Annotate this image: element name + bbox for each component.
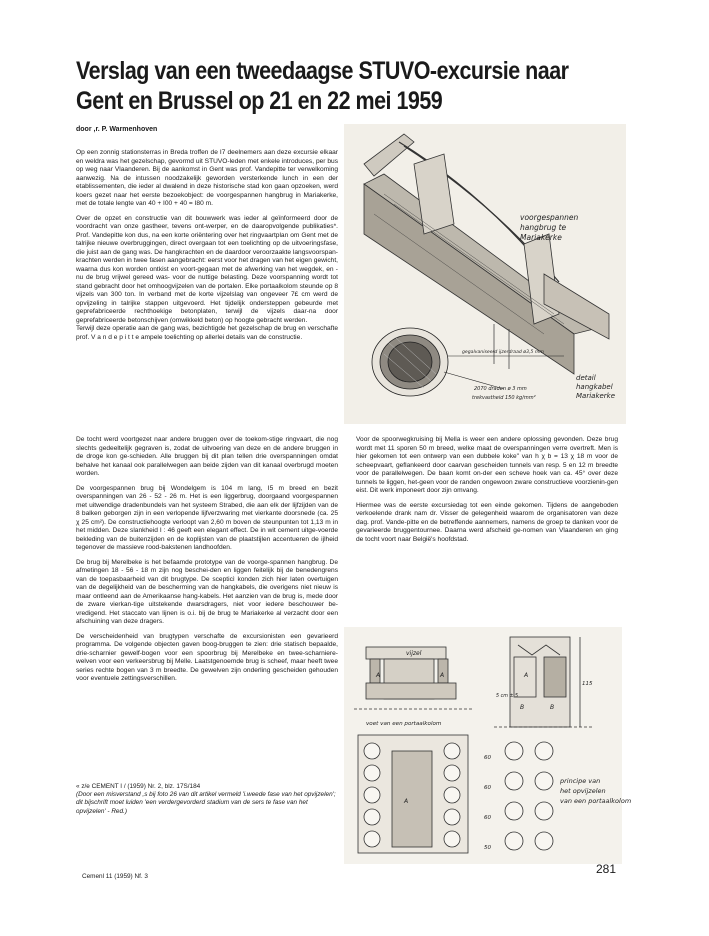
letter-b2: B: [550, 704, 555, 711]
paragraph: Op een zonnig stationsterras in Breda troffen de I7 deelnemers aan deze excursie elkaar en weldra was het gezelschap, gevormd uit STUVO-leden met enkele introduces, per bus op weg naar Vlaanderen. Bij de aankomst in Gent was prof. Vandepitte ter verwelkoming aanwezig. Na de intussen noodzakelijk geworden versterkende lunch in een der etablissementen, die ieder al dwalend in deze historische stad kon gaan opzoeken, werd koers gezet naar het eerste bezoekobject: de voorgespannen hangbrug in Mariakerke, met de totale lengte van 40 + I00 + 40 = I80 m.: [76, 149, 338, 207]
letter-a1: A: [376, 672, 381, 679]
footnote: [76, 783, 338, 816]
bridge-sketch-drawing: [344, 124, 626, 424]
dim-60a: 60: [484, 755, 491, 761]
title-line-1: Verslag van een tweedaagse STUVO-excursie naar: [76, 57, 569, 85]
dim-60c: 60: [484, 815, 491, 821]
figure-label-detail-3: Mariakerke: [576, 392, 616, 400]
paragraph: Over de opzet en constructie van dit bouwwerk was ieder al geïnformeerd door de voordracht van onze gastheer, tevens ont-werper, en de daaropvolgende publikaties*. Prof. Vandepitte kon dus, na een korte oriëntering over het ringvaartplan om Gent met de talrijke nieuwe overbruggingen, direct overgaan tot een toelichting op de uitvoeringsfase, die juist aan de gang was. De hangkrachten en de daardoor veroorzaakte langsvoorspan-krachten werden in twee fasen aangebracht: eerst voor het dragen van het eigen gewicht, waarna dus kon worden ontkist en voort-gegaan met de afwerking van het wegdek, en -nu de brug vrijwel gereed was- voor de nuttige belasting. Deze voorspanning wordt tot stand gebracht door het omhoogvijzelen van de portalen. Elke portaalkolom steunde op 8 vijzels van 300 ton. In verband met de korte vijzelslag van ongeveer 7£ cm werd de opvijzeling in talrijke stappen uitgevoerd. Het tijdelijk ondersteppen gebeurde met geprefabriceerde rechthoekige betonplaten, terwijl de vijzels daar-na door geprefabriceerde betonschijven (omwikkeld beton) op hoogte gebracht werden.: [76, 214, 338, 324]
journal-footer: Cemenl 11 (1959) Nf. 3: [82, 873, 148, 880]
column-1-top: [76, 149, 338, 348]
figure-jacking-detail: [344, 627, 632, 864]
paragraph: De voorgespannen brug bij Wondelgem is 104 m lang, I5 m breed en bezit overspanningen van 26 - 52 - 26 m. Het is een liggerbrug, doorgaand voorgespannen met uitwendige dradenbundels van het systeem Strabed, die aan elk der lijfzijden van de 8 balken geborgen zijn in een verlopende lijfverzwaring met vierkante doorsnede (ca. 25 χ 25 cm²). De constructiehoogte verloopt van 2,60 m boven de steunpunten tot 1,13 m in het midden. Deze slankheid I : 46 geeft een elegant effect. De in wit cement uitge-voerde bekleding van de buitenzijden en de koplijsten van de plaatstijlen accentueren de ijlheid tegenover de massieve rood-bakstenen landhoofden.: [76, 484, 338, 551]
article-title: [76, 56, 569, 116]
column-1-bottom: [76, 436, 338, 690]
footnote-reference: « z/e CEMENT I / (1959) Nr. 2, blz. 17S/184: [76, 783, 201, 790]
paragraph: De verscheidenheid van brugtypen verschafte de excursionisten een gevarieerd programma. De volgende objecten gaven boog-bruggen te zien: drie statisch bepaalde, drie-scharnier gewelf-bogen voor een spoorbrug bij Merelbeke en twee-scharniere-welven voor een verkeersbrug bij Melle. Laatstgenoemde brug is scheef, maar heeft twee series rechte bogen van 3 m breedte. De gewelven zijn onderling gescheiden gehouden voor eventuele zettingsverschillen.: [76, 632, 338, 682]
dim-50: 50: [484, 845, 491, 851]
letter-a4: A: [524, 672, 529, 679]
paragraph: Voor de spoorwegkruising bij Mella is weer een andere oplossing gevonden. Deze brug wordt met 11 sporen 50 m breed, welke maat de overspanningen verre overtreft. Men is hier gekomen tot een ontwerp van een dubbele koke" van h χ b = 13 χ 18 m voor de scheepvaart, geflankeerd door caarvan gescheiden tunnels van resp. 5 en 12 m breedte voor de parallelwegen. De baan komt on-der een scheve hoek van ca. 45° over deze tunnels te liggen, het-geen voor de randen ongewoon zware constructieve voorzienin-gen eist. Dit werk imponeert door zijn omvang.: [356, 436, 618, 494]
annotation-strength: trekvastheid 150 kg/mm²: [472, 395, 536, 401]
figure-label-main-2: hangbrug te: [520, 223, 567, 232]
figure-label-detail-1: detail: [576, 374, 596, 382]
figure-label-detail-2: hangkabel: [576, 383, 613, 391]
figure-label-main-1: voorgespannen: [520, 213, 579, 222]
footnote-text: (Door een misverstand ,s bij foto 26 van dit artikel vermeld 'i.weede fase van het opvijzelen'; dit bijschrift moet luiden 'een verdergevorderd stadium van de sers te fase van het opvijzelen' - Red.): [76, 791, 336, 815]
dim-60b: 60: [484, 785, 491, 791]
annotation-wire: gegalvaniseerd ijzerdraad ø3,5 mm: [462, 350, 544, 355]
paragraph: De brug bij Merelbeke is het befaamde prototype van de voorge-spannen hangbrug. De afmetingen 18 - 56 - 18 m zijn nog beschei-den en liggen feitelijk bij de benedengrens van de toepasbaarheid van dit brugtype. De scepticì konden zich hier laten overtuigen van de degelijkheid van de bescherming van de hangkabels, die overigens niet nieuw is maar ontleend aan de Amerikaanse hang-kabels. Het aanzien van de brug is, mede door de zware vierkan-tige uitstekende dwarsdragers, niet voor iedere beschouwer be-vredigend. Het staccato van lijnen is o.i. bij de brug te Mariakerke al verzacht door een afschuining van deze dragers.: [76, 558, 338, 625]
paragraph: De tocht werd voortgezet naar andere bruggen over de toekom-stige ringvaart, die nog slechts gedeeltelijk gegraven is, zodat de uitvoering van deze en de andere bruggen in de droge kon ge-schieden. Alle bruggen bij dit plan tellen drie overspanningen omdat behalve het kanaal ook parallelwegen aan beide zijden van dit kanaal overbrugd moeten worden.: [76, 436, 338, 477]
dim-ticks: 5 cm ± 5: [496, 694, 519, 699]
author-line: door ,r. P. Warmenhoven: [76, 126, 158, 133]
dim-115: 115: [582, 681, 593, 687]
figure-label-main-3: Mariakerke: [520, 233, 562, 242]
letter-a2: A: [440, 672, 445, 679]
letter-b1: B: [520, 704, 525, 711]
title-line-2: Gent en Brussel op 21 en 22 mei 1959: [76, 87, 443, 115]
letter-a3: A: [404, 798, 409, 805]
label-foot: voet van een portaalkolom: [366, 721, 442, 727]
page-number: 281: [596, 862, 617, 876]
label-principle-1: principe van: [560, 777, 601, 785]
paragraph: Terwijl deze operatie aan de gang was, bezichtigde het gezelschap de brug en verschafte prof. V a n d e p i t t e ampele toelichting op allerlei details van de constructie.: [76, 325, 338, 341]
jacking-detail-drawing: [344, 627, 632, 864]
label-vijzel: vijzel: [406, 650, 422, 657]
figure-bridge-sketch: [344, 124, 626, 424]
label-principle-2: het opvijzelen: [560, 787, 606, 795]
annotation-wires: 2070 draden ø 3 mm: [474, 386, 527, 392]
column-2: [356, 436, 618, 550]
label-principle-3: van een portaalkolom: [560, 797, 632, 805]
paragraph: Hiermee was de eerste excursiedag tot een einde gekomen. Tijdens de aangeboden verkoelende drank nam dr. Visser de gelegenheid waarom de organisatoren van deze dag. prof. Vande-pitte en de betreffende aannemers, namens de groep te danken voor de gevarieerde bruggentournee. Daarna werd afscheid ge-nomen van Vlaanderen en ging de tocht voort naar België's hoofdstad.: [356, 501, 618, 543]
